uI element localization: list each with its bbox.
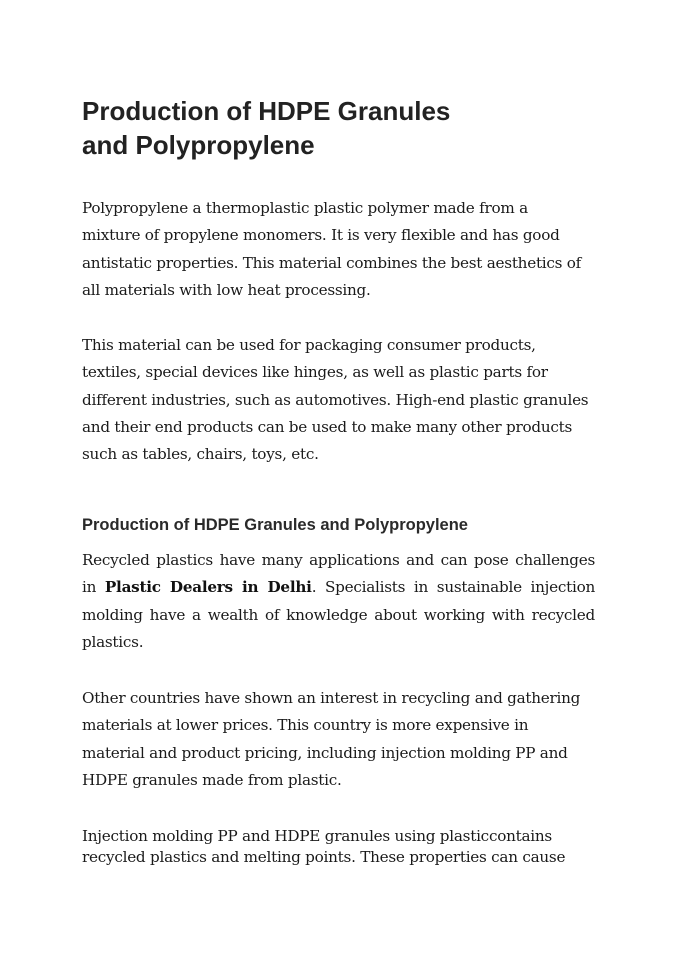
text-line: all materials with low heat processing. bbox=[82, 280, 371, 299]
text-run: Recycled plastics have many applications and can pose challenges in bbox=[82, 551, 595, 597]
paragraph-polypropylene-intro bbox=[82, 195, 602, 304]
paragraph-recycled-plastics bbox=[82, 547, 595, 656]
text-line: and their end products can be used to make many other products bbox=[82, 417, 573, 436]
text-line: Polypropylene a thermoplastic plastic polymer made from a bbox=[82, 199, 528, 217]
paragraph-material-uses bbox=[82, 332, 602, 468]
title-line-1: Production of HDPE Granules bbox=[82, 96, 451, 126]
text-line: different industries, such as automotives. High-end plastic granules bbox=[82, 390, 589, 409]
text-line: antistatic properties. This material combines the best aesthetics of bbox=[82, 253, 582, 272]
paragraph-other-countries bbox=[82, 685, 602, 794]
page-title bbox=[82, 94, 602, 162]
section-heading: Production of HDPE Granules and Polypropylene bbox=[82, 516, 468, 534]
text-line: materials at lower prices. This country is more expensive in bbox=[82, 716, 529, 735]
text-line: Other countries have shown an interest in recycling and gathering bbox=[82, 689, 581, 707]
text-line: mixture of propylene monomers. It is very flexible and has good bbox=[82, 226, 560, 245]
text-line: textiles, special devices like hinges, as well as plastic parts for bbox=[82, 363, 548, 382]
text-line: Injection molding PP and HDPE granules using plasticcontains bbox=[82, 827, 552, 845]
text-line: HDPE granules made from plastic. bbox=[82, 770, 342, 789]
text-line: recycled plastics and melting points. These properties can cause bbox=[82, 847, 566, 866]
text-run: . Specialists in sustainable injection molding have a wealth of knowledge about working with recycled plastics. bbox=[82, 578, 596, 651]
text-line: material and product pricing, including injection molding PP and bbox=[82, 743, 568, 762]
paragraph-injection-molding bbox=[82, 826, 602, 867]
bold-keyword: Plastic Dealers in Delhi bbox=[104, 578, 312, 597]
text-line: such as tables, chairs, toys, etc. bbox=[82, 445, 319, 464]
title-line-2: and Polypropylene bbox=[82, 130, 315, 160]
text-line: This material can be used for packaging consumer products, bbox=[82, 336, 536, 354]
